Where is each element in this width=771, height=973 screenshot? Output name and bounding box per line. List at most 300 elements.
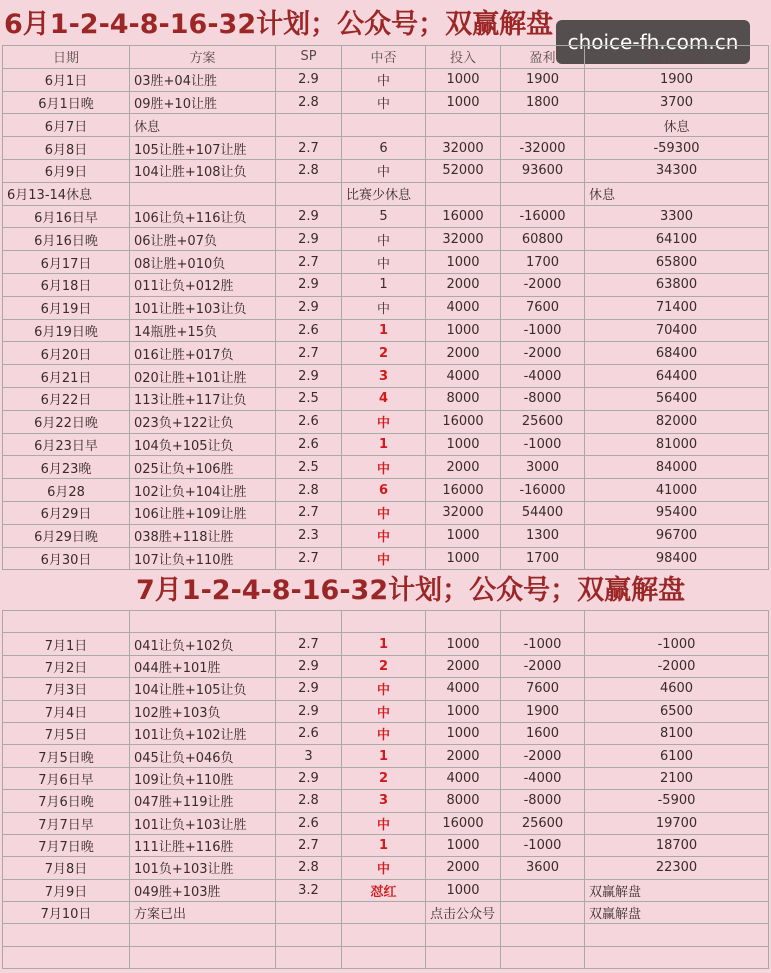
column-header: 投入 (426, 46, 501, 69)
cumulative-cell: -1000 (585, 633, 769, 655)
plan-cell: 09胜+10让胜 (130, 91, 276, 114)
table-row (3, 655, 769, 677)
sp-cell: 2.6 (276, 319, 342, 342)
result-cell: 2 (342, 342, 426, 365)
profit-cell: -16000 (501, 479, 585, 502)
table-row (3, 902, 769, 924)
table-row (3, 501, 769, 524)
table-row (3, 273, 769, 296)
plan-cell: 111让胜+116胜 (130, 834, 276, 856)
date-cell: 7月9日 (3, 879, 130, 901)
plan-cell: 方案已出 (130, 902, 276, 924)
plan-cell: 104让胜+105让负 (130, 678, 276, 700)
sp-cell (276, 611, 342, 633)
result-cell: 中 (342, 700, 426, 722)
plan-cell: 023负+122让负 (130, 410, 276, 433)
date-cell (3, 611, 130, 633)
sp-cell: 2.9 (276, 273, 342, 296)
result-cell: 4 (342, 387, 426, 410)
sp-cell: 2.6 (276, 722, 342, 744)
result-cell (342, 611, 426, 633)
cumulative-cell: 3300 (585, 205, 769, 228)
table-row (3, 365, 769, 388)
date-cell: 6月16日早 (3, 205, 130, 228)
profit-cell: 60800 (501, 228, 585, 251)
result-cell: 3 (342, 365, 426, 388)
plan-cell: 038胜+118让胜 (130, 524, 276, 547)
table-row (3, 456, 769, 479)
stake-cell: 1000 (426, 547, 501, 570)
date-cell: 7月7日晚 (3, 834, 130, 856)
plan-cell: 14瓶胜+15负 (130, 319, 276, 342)
plan-cell: 06让胜+07负 (130, 228, 276, 251)
cumulative-cell: -59300 (585, 137, 769, 160)
table-row (3, 387, 769, 410)
stake-cell (426, 924, 501, 946)
cumulative-cell: 6100 (585, 745, 769, 767)
sp-cell: 2.9 (276, 767, 342, 789)
profit-cell: 3000 (501, 456, 585, 479)
stake-cell: 2000 (426, 273, 501, 296)
table-row (3, 745, 769, 767)
column-header: 日期 (3, 46, 130, 69)
sp-cell (276, 902, 342, 924)
table-row (3, 722, 769, 744)
date-cell: 7月6日晚 (3, 790, 130, 812)
table-row (3, 91, 769, 114)
result-cell: 中 (342, 456, 426, 479)
column-header: SP (276, 46, 342, 69)
plan-cell: 106让负+116让负 (130, 205, 276, 228)
result-cell: 中 (342, 159, 426, 182)
date-cell: 6月1日晚 (3, 91, 130, 114)
sp-cell: 2.3 (276, 524, 342, 547)
plan-cell: 101让负+102让胜 (130, 722, 276, 744)
sp-cell (276, 182, 342, 205)
stake-cell: 1000 (426, 433, 501, 456)
sp-cell: 2.7 (276, 251, 342, 274)
plan-cell: 104让胜+108让负 (130, 159, 276, 182)
stake-cell: 2000 (426, 655, 501, 677)
result-cell (342, 924, 426, 946)
plan-cell: 011让负+012胜 (130, 273, 276, 296)
result-cell: 中 (342, 296, 426, 319)
result-cell: 中 (342, 68, 426, 91)
stake-cell: 32000 (426, 137, 501, 160)
profit-cell: 1600 (501, 722, 585, 744)
plan-cell: 016让胜+017负 (130, 342, 276, 365)
result-cell: 中 (342, 547, 426, 570)
stake-cell: 4000 (426, 678, 501, 700)
plan-cell (130, 611, 276, 633)
sp-cell: 2.9 (276, 68, 342, 91)
table-row (3, 433, 769, 456)
profit-cell (501, 879, 585, 901)
profit-cell (501, 114, 585, 137)
stake-cell: 4000 (426, 365, 501, 388)
stake-cell: 2000 (426, 342, 501, 365)
date-cell: 6月7日 (3, 114, 130, 137)
table-row (3, 547, 769, 570)
sp-cell: 2.9 (276, 205, 342, 228)
plan-cell (130, 182, 276, 205)
stake-cell (426, 114, 501, 137)
result-cell: 中 (342, 857, 426, 879)
sp-cell: 2.9 (276, 365, 342, 388)
table-row (3, 114, 769, 137)
result-cell: 中 (342, 410, 426, 433)
profit-cell (501, 182, 585, 205)
plan-cell: 08让胜+010负 (130, 251, 276, 274)
profit-cell: 25600 (501, 410, 585, 433)
sp-cell: 2.7 (276, 137, 342, 160)
plan-cell: 101让负+103让胜 (130, 812, 276, 834)
cumulative-cell: 71400 (585, 296, 769, 319)
cumulative-cell: 65800 (585, 251, 769, 274)
result-cell: 中 (342, 524, 426, 547)
date-cell: 6月17日 (3, 251, 130, 274)
date-cell: 6月20日 (3, 342, 130, 365)
cumulative-cell: 41000 (585, 479, 769, 502)
cumulative-cell: 96700 (585, 524, 769, 547)
date-cell: 6月28 (3, 479, 130, 502)
cumulative-cell: 22300 (585, 857, 769, 879)
date-cell: 6月23日早 (3, 433, 130, 456)
sp-cell: 2.9 (276, 700, 342, 722)
stake-cell: 16000 (426, 410, 501, 433)
sp-cell (276, 946, 342, 968)
table-row (3, 678, 769, 700)
sp-cell: 2.9 (276, 296, 342, 319)
result-cell: 中 (342, 678, 426, 700)
sp-cell: 2.8 (276, 857, 342, 879)
table-row (3, 296, 769, 319)
date-cell: 6月30日 (3, 547, 130, 570)
date-cell: 7月5日 (3, 722, 130, 744)
sp-cell: 2.7 (276, 834, 342, 856)
date-cell: 7月6日早 (3, 767, 130, 789)
profit-cell (501, 946, 585, 968)
plan-cell: 105让胜+107让胜 (130, 137, 276, 160)
sp-cell (276, 114, 342, 137)
date-cell: 7月1日 (3, 633, 130, 655)
result-cell: 6 (342, 479, 426, 502)
plan-cell: 113让胜+117让负 (130, 387, 276, 410)
sp-cell: 2.8 (276, 91, 342, 114)
stake-cell: 1000 (426, 251, 501, 274)
cumulative-cell: 3700 (585, 91, 769, 114)
date-cell: 6月18日 (3, 273, 130, 296)
date-cell: 7月4日 (3, 700, 130, 722)
stake-cell (426, 946, 501, 968)
date-cell: 6月29日晚 (3, 524, 130, 547)
cumulative-cell (585, 924, 769, 946)
result-cell (342, 946, 426, 968)
result-cell: 怼红 (342, 879, 426, 901)
date-cell (3, 924, 130, 946)
result-cell: 3 (342, 790, 426, 812)
profit-cell: -2000 (501, 745, 585, 767)
profit-cell: 1700 (501, 547, 585, 570)
june-plan-title: 6月1-2-4-8-16-32计划；公众号；双赢解盘 (4, 9, 554, 40)
stake-cell: 2000 (426, 456, 501, 479)
profit-cell: 1800 (501, 91, 585, 114)
column-header: 方案 (130, 46, 276, 69)
table-row (3, 251, 769, 274)
table-row (3, 228, 769, 251)
date-cell: 7月8日 (3, 857, 130, 879)
stake-cell: 16000 (426, 205, 501, 228)
table-row (3, 159, 769, 182)
date-cell: 6月22日 (3, 387, 130, 410)
column-header: 中否 (342, 46, 426, 69)
profit-cell: -8000 (501, 387, 585, 410)
cumulative-cell: 64400 (585, 365, 769, 388)
table-row (3, 182, 769, 205)
plan-cell: 101负+103让胜 (130, 857, 276, 879)
date-cell: 6月1日 (3, 68, 130, 91)
stake-cell: 点击公众号 (426, 902, 501, 924)
table-row (3, 946, 769, 968)
date-cell: 6月21日 (3, 365, 130, 388)
plan-cell: 020让胜+101让胜 (130, 365, 276, 388)
table-row (3, 524, 769, 547)
result-cell: 1 (342, 633, 426, 655)
date-cell: 7月3日 (3, 678, 130, 700)
plan-cell: 047胜+119让胜 (130, 790, 276, 812)
sp-cell: 2.5 (276, 387, 342, 410)
result-cell: 中 (342, 91, 426, 114)
cumulative-cell: 休息 (585, 182, 769, 205)
plan-cell: 044胜+101胜 (130, 655, 276, 677)
result-cell (342, 902, 426, 924)
profit-cell (501, 924, 585, 946)
sp-cell: 2.7 (276, 547, 342, 570)
result-cell: 中 (342, 501, 426, 524)
profit-cell: -2000 (501, 655, 585, 677)
plan-cell: 102让负+104让胜 (130, 479, 276, 502)
column-header: 累计收益 (585, 46, 769, 69)
date-cell: 6月9日 (3, 159, 130, 182)
cumulative-cell: 84000 (585, 456, 769, 479)
table-row (3, 857, 769, 879)
profit-cell: 93600 (501, 159, 585, 182)
date-cell: 6月19日晚 (3, 319, 130, 342)
stake-cell: 1000 (426, 834, 501, 856)
cumulative-cell: 19700 (585, 812, 769, 834)
result-cell: 2 (342, 655, 426, 677)
result-cell: 1 (342, 319, 426, 342)
result-cell: 1 (342, 273, 426, 296)
date-cell: 7月2日 (3, 655, 130, 677)
sp-cell: 3 (276, 745, 342, 767)
cumulative-cell: 82000 (585, 410, 769, 433)
table-row (3, 767, 769, 789)
stake-cell: 1000 (426, 524, 501, 547)
cumulative-cell: 4600 (585, 678, 769, 700)
result-cell (342, 114, 426, 137)
cumulative-cell: 34300 (585, 159, 769, 182)
date-cell: 7月7日早 (3, 812, 130, 834)
cumulative-cell: 70400 (585, 319, 769, 342)
date-cell: 6月16日晚 (3, 228, 130, 251)
sp-cell: 2.6 (276, 433, 342, 456)
table-row (3, 834, 769, 856)
result-cell: 1 (342, 433, 426, 456)
date-cell: 6月23晚 (3, 456, 130, 479)
result-cell: 中 (342, 812, 426, 834)
profit-cell: 1700 (501, 251, 585, 274)
profit-cell: 3600 (501, 857, 585, 879)
sp-cell: 2.8 (276, 479, 342, 502)
plan-cell (130, 946, 276, 968)
profit-cell: -1000 (501, 834, 585, 856)
date-cell: 6月29日 (3, 501, 130, 524)
site-watermark: choice-fh.com.cn (556, 20, 750, 64)
result-cell: 中 (342, 722, 426, 744)
stake-cell: 32000 (426, 501, 501, 524)
stake-cell: 1000 (426, 68, 501, 91)
sp-cell: 2.9 (276, 678, 342, 700)
table-row (3, 812, 769, 834)
cumulative-cell: -2000 (585, 655, 769, 677)
stake-cell: 2000 (426, 745, 501, 767)
profit-cell (501, 611, 585, 633)
cumulative-cell: 56400 (585, 387, 769, 410)
profit-cell: -1000 (501, 633, 585, 655)
table-header-row (3, 46, 769, 69)
sp-cell: 3.2 (276, 879, 342, 901)
profit-cell: -8000 (501, 790, 585, 812)
profit-cell: 7600 (501, 678, 585, 700)
sp-cell: 2.7 (276, 501, 342, 524)
stake-cell: 1000 (426, 700, 501, 722)
plan-cell: 102胜+103负 (130, 700, 276, 722)
stake-cell: 1000 (426, 91, 501, 114)
profit-cell: -1000 (501, 319, 585, 342)
result-cell: 1 (342, 834, 426, 856)
result-cell: 中 (342, 251, 426, 274)
stake-cell: 16000 (426, 812, 501, 834)
sp-cell (276, 924, 342, 946)
date-cell: 6月22日晚 (3, 410, 130, 433)
profit-cell: 7600 (501, 296, 585, 319)
stake-cell: 1000 (426, 319, 501, 342)
cumulative-cell: 64100 (585, 228, 769, 251)
plan-cell: 049胜+103胜 (130, 879, 276, 901)
plan-cell: 104负+105让负 (130, 433, 276, 456)
sp-cell: 2.9 (276, 655, 342, 677)
profit-cell: -1000 (501, 433, 585, 456)
table-row (3, 410, 769, 433)
date-cell: 6月19日 (3, 296, 130, 319)
profit-cell: 1900 (501, 700, 585, 722)
cumulative-cell (585, 611, 769, 633)
plan-cell: 025让负+106胜 (130, 456, 276, 479)
table-row (3, 479, 769, 502)
sp-cell: 2.6 (276, 410, 342, 433)
table-row (3, 924, 769, 946)
result-cell: 2 (342, 767, 426, 789)
stake-cell: 16000 (426, 479, 501, 502)
cumulative-cell: 81000 (585, 433, 769, 456)
stake-cell: 4000 (426, 767, 501, 789)
plan-cell: 101让胜+103让负 (130, 296, 276, 319)
stake-cell: 52000 (426, 159, 501, 182)
profit-cell: -2000 (501, 342, 585, 365)
sp-cell: 2.7 (276, 633, 342, 655)
plan-cell: 107让负+110胜 (130, 547, 276, 570)
profit-cell: 25600 (501, 812, 585, 834)
plan-cell: 041让负+102负 (130, 633, 276, 655)
stake-cell: 2000 (426, 857, 501, 879)
profit-cell: -16000 (501, 205, 585, 228)
cumulative-cell: 2100 (585, 767, 769, 789)
table-row (3, 633, 769, 655)
stake-cell: 8000 (426, 387, 501, 410)
stake-cell: 32000 (426, 228, 501, 251)
table-row (3, 319, 769, 342)
table-row (3, 205, 769, 228)
profit-cell: 54400 (501, 501, 585, 524)
cumulative-cell: -5900 (585, 790, 769, 812)
sp-cell: 2.8 (276, 790, 342, 812)
plan-cell: 休息 (130, 114, 276, 137)
profit-cell: 1300 (501, 524, 585, 547)
cumulative-cell: 8100 (585, 722, 769, 744)
june-plan-table (2, 45, 769, 570)
cumulative-cell: 68400 (585, 342, 769, 365)
table-row (3, 879, 769, 901)
stake-cell: 1000 (426, 722, 501, 744)
sp-cell: 2.5 (276, 456, 342, 479)
table-row (3, 137, 769, 160)
table-row (3, 342, 769, 365)
date-cell: 6月13-14休息 (3, 182, 130, 205)
cumulative-cell: 98400 (585, 547, 769, 570)
plan-cell: 03胜+04让胜 (130, 68, 276, 91)
cumulative-cell: 63800 (585, 273, 769, 296)
plan-cell: 106让胜+109让胜 (130, 501, 276, 524)
plan-cell: 045让负+046负 (130, 745, 276, 767)
stake-cell (426, 182, 501, 205)
date-cell (3, 946, 130, 968)
date-cell: 7月5日晚 (3, 745, 130, 767)
cumulative-cell: 双赢解盘 (585, 902, 769, 924)
cumulative-cell: 95400 (585, 501, 769, 524)
result-cell: 1 (342, 745, 426, 767)
profit-cell (501, 902, 585, 924)
plan-cell (130, 924, 276, 946)
date-cell: 7月10日 (3, 902, 130, 924)
plan-cell: 109让负+110胜 (130, 767, 276, 789)
july-plan-title: 7月1-2-4-8-16-32计划；公众号；双赢解盘 (136, 575, 686, 606)
profit-cell: -2000 (501, 273, 585, 296)
sp-cell: 2.8 (276, 159, 342, 182)
profit-cell: 1900 (501, 68, 585, 91)
result-cell: 比赛少休息 (342, 182, 426, 205)
stake-cell: 4000 (426, 296, 501, 319)
stake-cell (426, 611, 501, 633)
stake-cell: 8000 (426, 790, 501, 812)
stake-cell: 1000 (426, 879, 501, 901)
result-cell: 中 (342, 228, 426, 251)
sp-cell: 2.9 (276, 228, 342, 251)
profit-cell: -4000 (501, 767, 585, 789)
cumulative-cell: 18700 (585, 834, 769, 856)
table-row (3, 790, 769, 812)
sp-cell: 2.7 (276, 342, 342, 365)
